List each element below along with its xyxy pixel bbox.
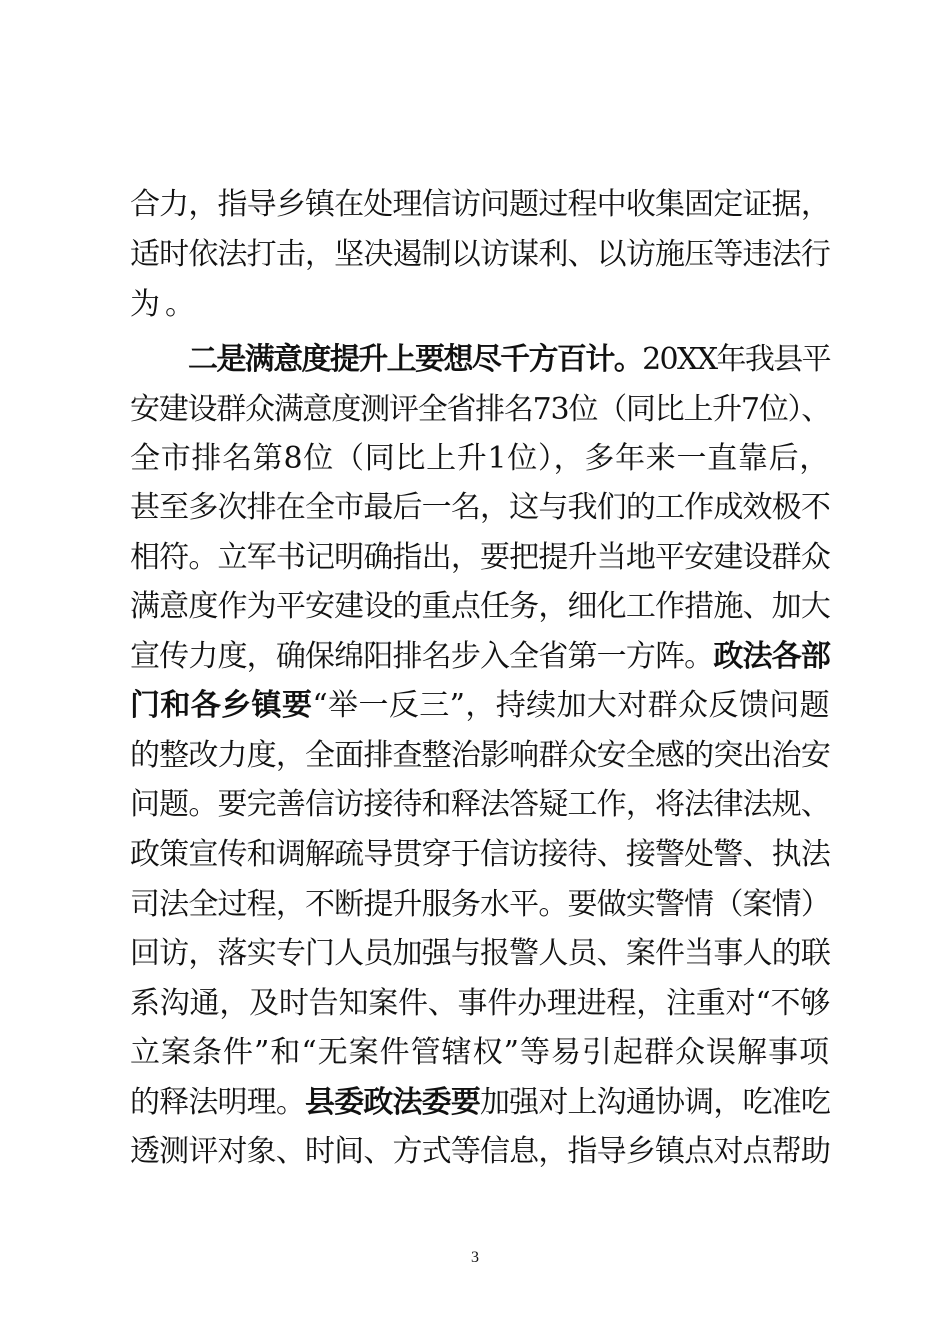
- text-segment: 20XX年我县平: [642, 342, 831, 377]
- text-line: [130, 490, 830, 526]
- text-line: [130, 986, 830, 1022]
- text-line: [130, 392, 830, 428]
- text-line: [130, 688, 830, 724]
- text-segment: 相符。立军书记明确指出，要把提升当地平安建设群众: [130, 540, 830, 575]
- text-line: [130, 237, 830, 273]
- text-line: [130, 187, 830, 223]
- text-segment: 透测评对象、时间、方式等信息，指导乡镇点对点帮助: [130, 1134, 830, 1169]
- text-segment: 司法全过程，不断提升服务水平。要做实警情（案情）: [130, 887, 830, 922]
- text-line: [130, 540, 830, 576]
- text-line: [130, 1035, 830, 1071]
- text-line: [130, 1134, 830, 1170]
- text-line: [130, 738, 830, 774]
- text-segment: 甚至多次排在全市最后一名，这与我们的工作成效极不: [130, 490, 830, 525]
- text-line: [188, 342, 830, 378]
- text-line: [130, 787, 830, 823]
- bold-text-segment: 门和各乡镇要: [130, 688, 313, 723]
- text-segment: 适时依法打击，坚决遏制以访谋利、以访施压等违法行: [130, 237, 830, 272]
- text-line: [130, 1085, 830, 1121]
- text-segment: 问题。要完善信访接待和释法答疑工作，将法律法规、: [130, 787, 830, 822]
- text-line: [130, 639, 830, 675]
- text-line: [130, 936, 830, 972]
- text-line: [130, 887, 830, 923]
- text-segment: 满意度作为平安建设的重点任务，细化工作措施、加大: [130, 589, 830, 624]
- text-segment: 加强对上沟通协调，吃准吃: [480, 1085, 830, 1120]
- text-segment: 政策宣传和调解疏导贯穿于信访接待、接警处警、执法: [130, 837, 830, 872]
- text-line: [130, 441, 830, 477]
- text-segment: 安建设群众满意度测评全省排名73位（同比上升7位）、: [130, 392, 830, 427]
- text-segment: 系沟通，及时告知案件、事件办理进程，注重对“不够: [130, 986, 830, 1021]
- text-segment: 立案条件”和“无案件管辖权”等易引起群众误解事项: [130, 1035, 830, 1070]
- text-segment: 为。: [130, 287, 200, 322]
- page-number: 3: [471, 1249, 479, 1266]
- text-line: [130, 589, 830, 625]
- text-segment: 的整改力度，全面排查整治影响群众安全感的突出治安: [130, 738, 830, 773]
- text-segment: 的释法明理。: [130, 1085, 305, 1120]
- text-segment: “举一反三”，持续加大对群众反馈问题: [312, 688, 830, 723]
- text-segment: 全市排名第8位（同比上升1位），多年来一直靠后，: [130, 441, 830, 476]
- bold-text-segment: 政法各部: [713, 639, 831, 674]
- text-line: [130, 837, 830, 873]
- text-segment: 宣传力度，确保绵阳排名步入全省第一方阵。: [130, 639, 714, 674]
- text-line: [130, 287, 200, 323]
- bold-text-segment: 二是满意度提升上要想尽千方百计。: [188, 342, 643, 377]
- text-segment: 回访，落实专门人员加强与报警人员、案件当事人的联: [130, 936, 830, 971]
- text-segment: 合力，指导乡镇在处理信访问题过程中收集固定证据，: [130, 187, 830, 222]
- bold-text-segment: 县委政法委要: [305, 1085, 480, 1120]
